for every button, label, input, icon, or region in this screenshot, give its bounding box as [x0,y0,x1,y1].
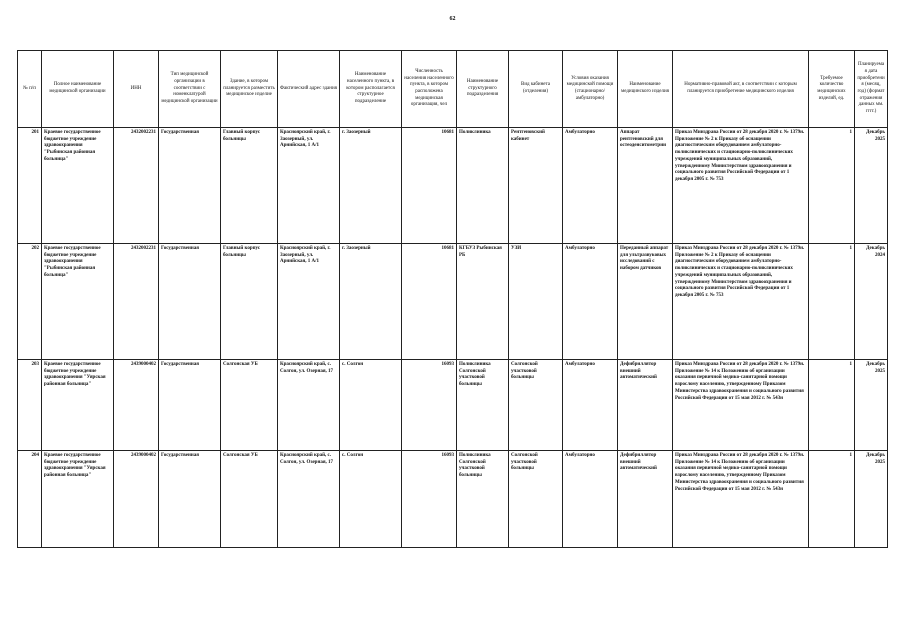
table-row [18,451,888,548]
cell-building: Солгонская УБ [221,360,278,451]
table-row [18,128,888,244]
header-device: Наименование медицинского изделия [618,51,673,128]
cell-org: Краевое государственное бюджетное учреждение здравоохранения "Рыбинская районная больница" [42,128,114,244]
cell-settlement: г. Заозерный [340,128,402,244]
cell-settlement: г. Заозерный [340,244,402,360]
header-qty: Требуемое количество медицинских изделий, ед. [809,51,855,128]
cell-conditions: Амбулаторно [563,128,618,244]
cell-type: Государственная [159,451,221,548]
cell-org: Краевое государственное бюджетное учреждение здравоохранения "Уярская районная больница" [42,360,114,451]
cell-type: Государственная [159,128,221,244]
table-header-row [18,51,888,128]
cell-date: Декабрь 2024 [855,244,888,360]
cell-conditions: Амбулаторно [563,360,618,451]
header-act: Нормативно-правовой акт, в соответствии с которым планируется приобретение медицинского изделия [673,51,809,128]
cell-inn: 2439000402 [114,451,159,548]
cell-date: Декабрь 2025 [855,360,888,451]
header-num: № п/п [18,51,42,128]
cell-inn: 2432002231 [114,244,159,360]
cell-cabinet: УЗИ [509,244,563,360]
header-population: Численность населения населенного пункта, в котором расположена медицинская организация, чел [402,51,457,128]
header-inn: ИНН [114,51,159,128]
cell-num: 203 [18,360,42,451]
cell-act: Приказ Минздрава России от 28 декабря 2020 г. № 1379н. Приложение № 2 к Приказу об оснащении диагностическим оборудованием амбулаторно-поликлинических и стационарно-поликлинических учреждений муниципальных образований, утвержденному Министерством здравоохранения и социального развития Российской Федерации от 1 декабря 2005 г. № 753 [673,244,809,360]
cell-inn: 2432002231 [114,128,159,244]
cell-num: 202 [18,244,42,360]
cell-qty: 1 [809,244,855,360]
table-row [18,360,888,451]
cell-building: Главный корпус больницы [221,128,278,244]
cell-date: Декабрь 2025 [855,128,888,244]
cell-device: Переданный аппарат для ультразвуковых исследований с набором датчиков [618,244,673,360]
cell-device: Аппарат рентгеновский для остеоденситометрии [618,128,673,244]
cell-num: 201 [18,128,42,244]
equipment-table [17,50,888,548]
cell-address: Красноярский край, с. Солгон, ул. Озерная, 17 [278,360,340,451]
cell-settlement: с. Солгон [340,360,402,451]
cell-population: 16093 [402,360,457,451]
cell-population: 10681 [402,128,457,244]
cell-conditions: Амбулаторно [563,451,618,548]
header-date: Планируемая дата приобретения (месяц, год) (формат отражения данных мм. гггг.) [855,51,888,128]
table-row [18,244,888,360]
cell-subdivision: Поликлиника [457,128,509,244]
cell-org: Краевое государственное бюджетное учреждение здравоохранения "Уярская районная больница" [42,451,114,548]
cell-cabinet: Солгонской участковой больницы [509,451,563,548]
cell-settlement: с. Солгон [340,451,402,548]
cell-date: Декабрь 2025 [855,451,888,548]
cell-conditions: Амбулаторно [563,244,618,360]
cell-subdivision: КГБУЗ Рыбинская РБ [457,244,509,360]
cell-building: Солгонская УБ [221,451,278,548]
header-address: Фактический адрес здания [278,51,340,128]
cell-address: Красноярский край, с. Солгон, ул. Озерная, 17 [278,451,340,548]
cell-building: Главный корпус больницы [221,244,278,360]
cell-type: Государственная [159,360,221,451]
cell-subdivision: Поликлиника Солгонской участковой больницы [457,360,509,451]
page-number: 62 [449,16,456,22]
cell-cabinet: Солгонской участковой больницы [509,360,563,451]
cell-act: Приказ Минздрава России от 28 декабря 2020 г. № 1379н. Приложение № 14 к Положению об организации оказания первичной медико-санитарной помощи взрослому населению, утвержденному Приказом Министерства здравоохранения и социального развития Российской Федерации от 15 мая 2012 г. № 543н [673,451,809,548]
cell-address: Красноярский край, г. Заозерный, ул. Арнийская, 1 А/1 [278,244,340,360]
cell-qty: 1 [809,451,855,548]
cell-qty: 1 [809,128,855,244]
cell-act: Приказ Минздрава России от 28 декабря 2020 г. № 1379н. Приложение № 2 к Приказу об оснащении диагностическим оборудованием амбулаторно-поликлинических и стационарно-поликлинических учреждений муниципальных образований, утвержденному Министерством здравоохранения и социального развития Российской Федерации от 1 декабря 2005 г. № 753 [673,128,809,244]
header-conditions: Условия оказания медицинской помощи (стационарно/ амбулаторно) [563,51,618,128]
header-building: Здание, в котором планируется разместить медицинское изделие [221,51,278,128]
header-cabinet: Вид кабинета (отделения) [509,51,563,128]
cell-type: Государственная [159,244,221,360]
cell-address: Красноярский край, г. Заозерный, ул. Арнийская, 1 А/1 [278,128,340,244]
cell-org: Краевое государственное бюджетное учреждение здравоохранения "Рыбинская районная больница" [42,244,114,360]
header-subdivision: Наименование структурного подразделения [457,51,509,128]
cell-act: Приказ Минздрава России от 28 декабря 2020 г. № 1379н. Приложение № 14 к Положению об организации оказания первичной медико-санитарной помощи взрослому населению, утвержденному Приказом Министерства здравоохранения и социального развития Российской Федерации от 15 мая 2012 г. № 543н [673,360,809,451]
cell-num: 204 [18,451,42,548]
cell-population: 16093 [402,451,457,548]
cell-population: 10681 [402,244,457,360]
header-type: Тип медицинской организации в соответствии с номенклатурой медицинской организации [159,51,221,128]
cell-cabinet: Рентгеновский кабинет [509,128,563,244]
cell-device: Дефибриллятор внешний автоматический [618,360,673,451]
header-settlement: Наименование населенного пункта, в котором располагается структурное подразделение [340,51,402,128]
header-org: Полное наименование медицинской организации [42,51,114,128]
cell-qty: 1 [809,360,855,451]
cell-inn: 2439000402 [114,360,159,451]
cell-device: Дефибриллятор внешний автоматический [618,451,673,548]
cell-subdivision: Поликлиника Солгонской участковой больницы [457,451,509,548]
